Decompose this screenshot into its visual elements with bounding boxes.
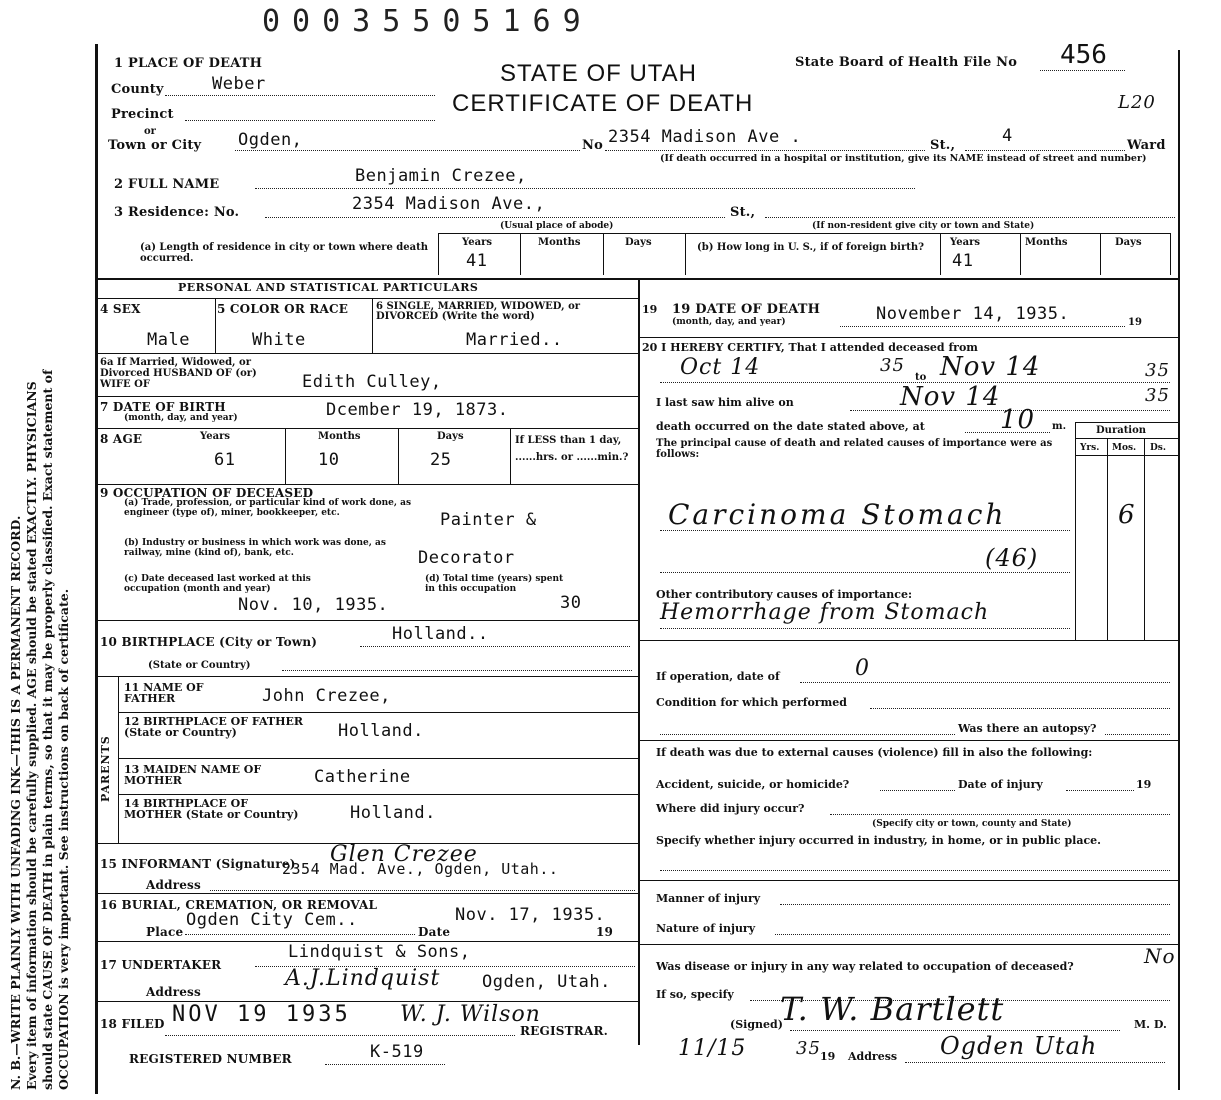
dob-label: 7 DATE OF BIRTH (100, 400, 226, 414)
condition-label: Condition for which performed (656, 696, 847, 709)
where-note: (Specify city or town, county and State) (872, 819, 1072, 829)
manner-label: Manner of injury (656, 892, 761, 905)
age-years-label: Years (200, 431, 231, 442)
burial-date-label: Date (418, 925, 451, 939)
sign-year19: 19 (820, 1050, 836, 1063)
md-label: M. D. (1134, 1018, 1167, 1031)
cause-primary: Carcinoma Stomach (668, 498, 1007, 531)
undertaker-address-label: Address (146, 985, 201, 999)
mother-value: Catherine (314, 767, 411, 787)
operation-label: If operation, date of (656, 670, 780, 683)
dob-sub: (month, day, and year) (124, 413, 238, 423)
occ-c-value: Nov. 10, 1935. (238, 595, 389, 615)
physician-signature: T. W. Bartlett (780, 990, 1005, 1028)
undertaker-value: Lindquist & Sons, (288, 942, 471, 962)
age-months-label: Months (318, 431, 361, 442)
precinct-label: Precinct (111, 107, 174, 122)
address-value: 2354 Madison Ave . (608, 127, 802, 147)
side-note-3: should state CAUSE OF DEATH in plain terms, so that it may be properly classified. Exact statement of (40, 369, 55, 1090)
spouse-label: 6a If Married, Widowed, or Divorced HUSBAND OF (or) WIFE OF (100, 357, 257, 390)
mother-bp-value: Holland. (350, 803, 436, 823)
accident-label: Accident, suicide, or homicide? (656, 778, 850, 791)
registrar-label: REGISTRAR. (520, 1024, 609, 1038)
us-years: 41 (952, 251, 974, 271)
marital-value: Married.. (466, 330, 563, 350)
residence-value: 2354 Madison Ave., (352, 194, 546, 214)
sex-value: Male (147, 330, 190, 350)
residence-label: 3 Residence: No. (114, 205, 240, 220)
section-title: PERSONAL AND STATISTICAL PARTICULARS (178, 281, 479, 294)
mother-label: 13 MAIDEN NAME OF MOTHER (124, 763, 262, 787)
length-residence-label: (a) Length of residence in city or town where death occurred. (140, 242, 429, 264)
informant-signature: Glen Crezee (330, 842, 478, 867)
occ-c-label: (c) Date deceased last worked at this occupation (month and year) (124, 574, 311, 594)
cause-primary-months: 6 (1118, 500, 1136, 530)
lastsaw-year: 35 (1145, 385, 1170, 406)
full-name-value: Benjamin Crezee, (355, 166, 527, 186)
to-label: to (915, 372, 927, 383)
full-name-label: 2 FULL NAME (114, 177, 220, 192)
birthplace-label: 10 BIRTHPLACE (City or Town) (100, 635, 318, 649)
side-note-1: N. B.—WRITE PLAINLY WITH UNFADING INK—THIS IS A PERMANENT RECORD. (8, 515, 23, 1090)
race-value: White (252, 330, 306, 350)
undertaker-label: 17 UNDERTAKER (100, 958, 222, 972)
informant-address-label: Address (146, 878, 201, 892)
ifso-label: If so, specify (656, 988, 734, 1001)
dod-year19: 19 (1128, 317, 1142, 328)
parents-label: PARENTS (99, 735, 112, 802)
us-days-header: Days (1115, 237, 1142, 248)
cause-intro: The principal cause of death and related causes of importance were as follows: (656, 438, 1053, 460)
occ-d-value: 30 (560, 593, 582, 613)
place-of-death-label: 1 PLACE OF DEATH (114, 56, 263, 71)
informant-label: 15 INFORMANT (Signature) (100, 857, 296, 871)
occupation-label: 9 OCCUPATION OF DECEASED (100, 486, 314, 500)
town-value: Ogden, (238, 130, 303, 150)
occ-d-label: (d) Total time (years) spent in this occupation (425, 574, 564, 594)
dod-sub: (month, day, and year) (672, 317, 786, 327)
age-years: 61 (214, 450, 236, 470)
residence-years: 41 (466, 251, 488, 271)
age-label: 8 AGE (100, 432, 143, 446)
marital-label: 6 SINGLE, MARRIED, WIDOWED, or DIVORCED (Write the word) (376, 301, 581, 322)
specify-label: Specify whether injury occurred in industry, in home, or in public place. (656, 834, 1101, 847)
dob-value: Dcember 19, 1873. (326, 400, 509, 420)
nature-label: Nature of injury (656, 922, 756, 935)
hour-label: death occurred on the date stated above, at (656, 420, 925, 433)
ward-label: Ward (1127, 138, 1166, 153)
occ-b-label: (b) Industry or business in which work was done, as railway, mine (kind of), bank, etc. (124, 538, 386, 558)
burial-label: 16 BURIAL, CREMATION, OR REMOVAL (100, 898, 378, 912)
certify-label: 20 I HEREBY CERTIFY, That I attended deceased from (642, 341, 978, 354)
father-bp-value: Holland. (338, 721, 424, 741)
burial-year19: 19 (596, 925, 614, 939)
regnum-value: K-519 (370, 1042, 424, 1062)
doc-subtitle: CERTIFICATE OF DEATH (452, 90, 754, 117)
hospital-note: (If death occurred in a hospital or institution, give its NAME instead of street and number) (660, 153, 1147, 164)
father-value: John Crezee, (262, 686, 391, 706)
dod-number: 19 (642, 303, 658, 316)
age-months: 10 (318, 450, 340, 470)
m-label: m. (1052, 421, 1067, 432)
addr-label: Address (848, 1050, 898, 1063)
signed-label: (Signed) (730, 1018, 783, 1031)
file-no-label: State Board of Health File No (795, 55, 1018, 70)
doc-title: STATE OF UTAH (500, 60, 697, 87)
years-header: Years (462, 237, 493, 248)
us-years-header: Years (950, 237, 981, 248)
hour-value: 10 (1000, 405, 1036, 435)
months-header: Months (538, 237, 581, 248)
age-days-label: Days (437, 431, 464, 442)
occ-b-value: Decorator (418, 548, 515, 568)
registrar-signature: W. J. Wilson (400, 1002, 541, 1027)
addr-value: Ogden Utah (940, 1032, 1098, 1060)
st-label: St., (930, 138, 956, 153)
lastsaw-value: Nov 14 (900, 382, 1001, 412)
filed-stamp: NOV 19 1935 (172, 1002, 351, 1027)
burial-date: Nov. 17, 1935. (455, 905, 606, 925)
injury-year19: 19 (1136, 778, 1152, 791)
or-label: or (144, 126, 156, 137)
file-number: 456 (1060, 40, 1107, 70)
us-label: (b) How long in U. S., if of foreign birth? (697, 242, 924, 253)
side-note-2: Every item of information should be carefully supplied. AGE should be stated EXACTLY. PHYSICIANS (24, 381, 39, 1090)
burial-place-label: Place (146, 925, 184, 939)
days-header: Days (625, 237, 652, 248)
us-months-header: Months (1025, 237, 1068, 248)
where-label: Where did injury occur? (656, 802, 805, 815)
from-year: 35 (880, 355, 905, 376)
filed-label: 18 FILED (100, 1017, 165, 1031)
contrib-value: Hemorrhage from Stomach (660, 600, 990, 625)
duration-yrs: Yrs. (1080, 443, 1100, 453)
sex-label: 4 SEX (100, 302, 141, 316)
informant-address: 2354 Mad. Ave., Ogden, Utah.. (282, 860, 559, 878)
serial-number: 00035505169 (262, 4, 593, 39)
operation-value: 0 (855, 656, 870, 681)
occ-a-value: Painter & (440, 510, 537, 530)
burial-place: Ogden City Cem.. (186, 910, 358, 930)
birthplace-state-label: (State or Country) (148, 660, 251, 671)
dod-value: November 14, 1935. (876, 304, 1070, 324)
town-label: Town or City (108, 138, 202, 153)
external-label: If death was due to external causes (violence) fill in also the following: (656, 746, 1093, 759)
lastsaw-label: I last saw him alive on (656, 396, 794, 409)
undertaker-address: Ogden, Utah. (482, 972, 611, 992)
duration-mos: Mos. (1112, 443, 1137, 453)
county-value: Weber (212, 74, 266, 94)
dod-label: 19 DATE OF DEATH (672, 302, 821, 317)
county-label: County (111, 82, 164, 97)
nonres-note: (If non-resident give city or town and State) (812, 221, 1035, 231)
father-label: 11 NAME OF FATHER (124, 681, 204, 705)
injury-date-label: Date of injury (958, 778, 1043, 791)
undertaker-signature: A.J.Lindquist (285, 966, 441, 991)
age-less-label: If LESS than 1 day, ......hrs. or ......min.? (515, 435, 629, 463)
birthplace-value: Holland.. (392, 624, 489, 644)
sign-year: 35 (796, 1038, 821, 1059)
ward-value: 4 (1002, 126, 1013, 146)
cause-code: (46) (985, 544, 1039, 572)
related-label: Was disease or injury in any way related to occupation of deceased? (656, 960, 1074, 973)
father-bp-label: 12 BIRTHPLACE OF FATHER (State or Country) (124, 715, 304, 739)
related-value: No (1144, 944, 1176, 968)
abode-note: (Usual place of abode) (500, 221, 614, 231)
from-date: Oct 14 (680, 355, 761, 380)
contrib-label: Other contributory causes of importance: (656, 588, 913, 601)
spouse-value: Edith Culley, (302, 372, 442, 392)
age-days: 25 (430, 450, 452, 470)
residence-st-label: St., (730, 205, 756, 220)
to-year: 35 (1145, 360, 1170, 381)
sign-date: 11/15 (678, 1036, 747, 1061)
mother-bp-label: 14 BIRTHPLACE OF MOTHER (State or Country) (124, 797, 299, 821)
occ-a-label: (a) Trade, profession, or particular kind of work done, as engineer (type of), miner, bookkeeper, etc. (124, 498, 412, 518)
to-date: Nov 14 (940, 352, 1041, 382)
race-label: 5 COLOR OR RACE (217, 302, 349, 316)
no-label: No (582, 138, 603, 153)
regnum-label: REGISTERED NUMBER (129, 1052, 292, 1066)
side-note-4: OCCUPATION is very important. See instructions on back of certificate. (56, 588, 71, 1090)
duration-ds: Ds. (1150, 443, 1167, 453)
duration-label: Duration (1096, 425, 1147, 436)
file-note: L20 (1118, 92, 1156, 113)
autopsy-label: Was there an autopsy? (958, 722, 1097, 735)
